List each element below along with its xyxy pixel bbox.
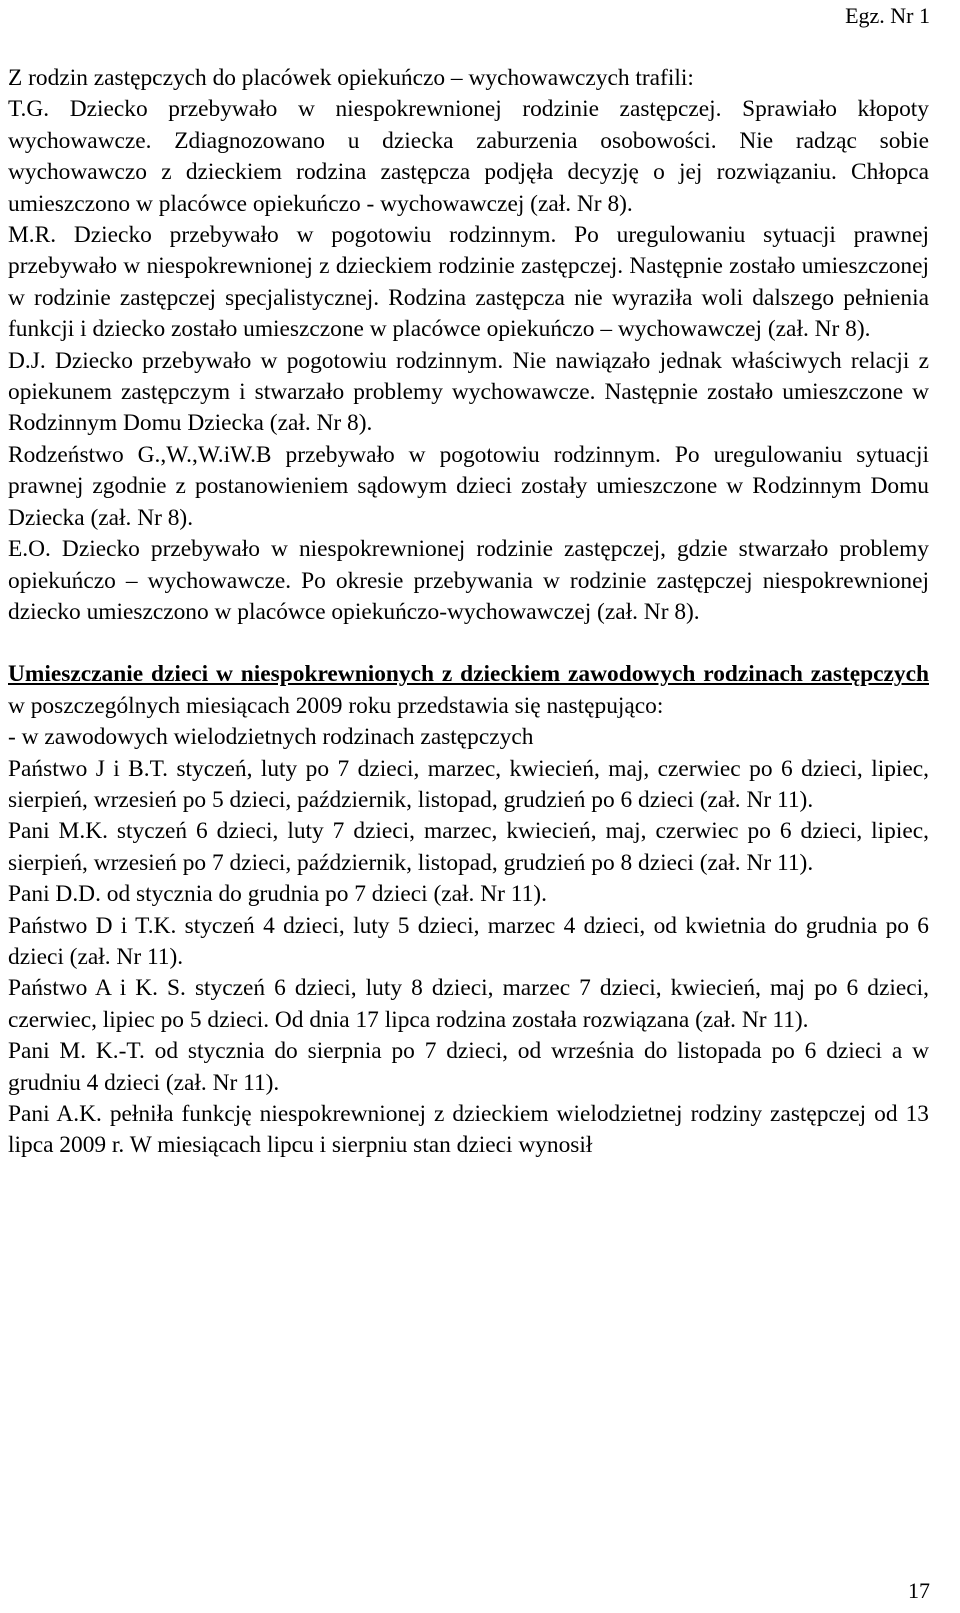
section-heading (8, 659, 929, 722)
document-copy-label: Egz. Nr 1 (845, 3, 930, 28)
section-intro: Z rodzin zastępczych do placówek opiekuńczo – wychowawczych trafili: (8, 65, 694, 91)
case-paragraph-eo: E.O. Dziecko przebywało w niespokrewnionej rodzinie zastępczej, gdzie stwarzało problemy opiekuńczo – wychowawcze. Po okresie przebywania w rodzinie zastępczej niespokrewnionej dziecko umieszczono w placówce opiekuńczo-wychowawczej (zał. Nr 8). (8, 536, 929, 625)
page-number: 17 (908, 1578, 930, 1603)
family-entry-dtk: Państwo D i T.K. styczeń 4 dzieci, luty 5 dzieci, marzec 4 dzieci, od kwietnia do grudnia po 6 dzieci (zał. Nr 11). (8, 912, 929, 970)
family-entry-aks: Państwo A i K. S. styczeń 6 dzieci, luty 8 dzieci, marzec 7 dzieci, kwiecień, maj po 6 dzieci, czerwiec, lipiec po 5 dzieci. Od dnia 17 lipca rodzina została rozwiązana (zał. Nr 11). (8, 975, 929, 1033)
section-subheading: - w zawodowych wielodzietnych rodzinach zastępczych (8, 724, 534, 751)
case-paragraph-dj: D.J. Dziecko przebywało w pogotowiu rodzinnym. Nie nawiązało jednak właściwych relacji z opiekunem zastępczym i stwarzało problemy wychowawcze. Następnie zostało umieszczone w Rodzinnym Domu Dziecka (zał. Nr 8). (8, 347, 929, 437)
case-paragraph-tg: T.G. Dziecko przebywało w niespokrewnionej rodzinie zastępczej. Sprawiało kłopoty wychowawcze. Zdiagnozowano u dziecka zaburzenia osobowości. Nie radząc sobie wychowawczo z dzieckiem rodzina zastępcza podjęła decyzję o jej rozwiązaniu. Chłopca umieszczono w placówce opiekuńczo - wychowawczej (zał. Nr 8). (8, 96, 929, 217)
family-entry-mkt: Pani M. K.-T. od stycznia do sierpnia po 7 dzieci, od września do listopada po 6 dzieci a w grudniu 4 dzieci (zał. Nr 11). (8, 1038, 929, 1096)
case-paragraph-mr: M.R. Dziecko przebywało w pogotowiu rodzinnym. Po uregulowaniu sytuacji prawnej przebywało w niespokrewnionej z dzieckiem rodzinie zastępczej. Następnie zostało umieszczonej w rodzinie zastępczej specjalistycznej. Rodzina zastępcza nie wyraziła woli dalszego pełnienia funkcji i dziecko zostało umieszczone w placówce opiekuńczo – wychowawczej (zał. Nr 8). (8, 222, 929, 343)
family-entry-ak: Pani A.K. pełniła funkcję niespokrewnionej z dzieckiem wielodzietnej rodziny zastępczej od 13 lipca 2009 r. W miesiącach lipcu i sierpniu stan dzieci wynosił (8, 1101, 929, 1159)
family-entry-dd: Pani D.D. od stycznia do grudnia po 7 dzieci (zał. Nr 11). (8, 881, 547, 908)
section-heading-bold: Umieszczanie dzieci w niespokrewnionych z dzieckiem zawodowych rodzinach zastępczych (8, 661, 929, 688)
family-entry-jbt: Państwo J i B.T. styczeń, luty po 7 dzieci, marzec, kwiecień, maj, czerwiec po 6 dzieci, lipiec, sierpień, wrzesień po 5 dzieci, październik, listopad, grudzień po 6 dzieci (zał. Nr 11). (8, 755, 929, 813)
paragraph-spacer (8, 628, 929, 659)
case-paragraph-siblings: Rodzeństwo G.,W.,W.iW.B przebywało w pogotowiu rodzinnym. Po uregulowaniu sytuacji prawnej zgodnie z postanowieniem sądowym dzieci zostały umieszczone w Rodzinnym Domu Dziecka (zał. Nr 8). (8, 441, 929, 531)
section-heading-rest: w poszczególnych miesiącach 2009 roku przedstawia się następująco: (8, 692, 664, 719)
document-body (8, 63, 929, 1162)
family-entry-mk: Pani M.K. styczeń 6 dzieci, luty 7 dzieci, marzec, kwiecień, maj, czerwiec po 6 dzieci, lipiec, sierpień, wrzesień po 7 dzieci, październik, listopad, grudzień po 8 dzieci (zał. Nr 11). (8, 818, 929, 876)
